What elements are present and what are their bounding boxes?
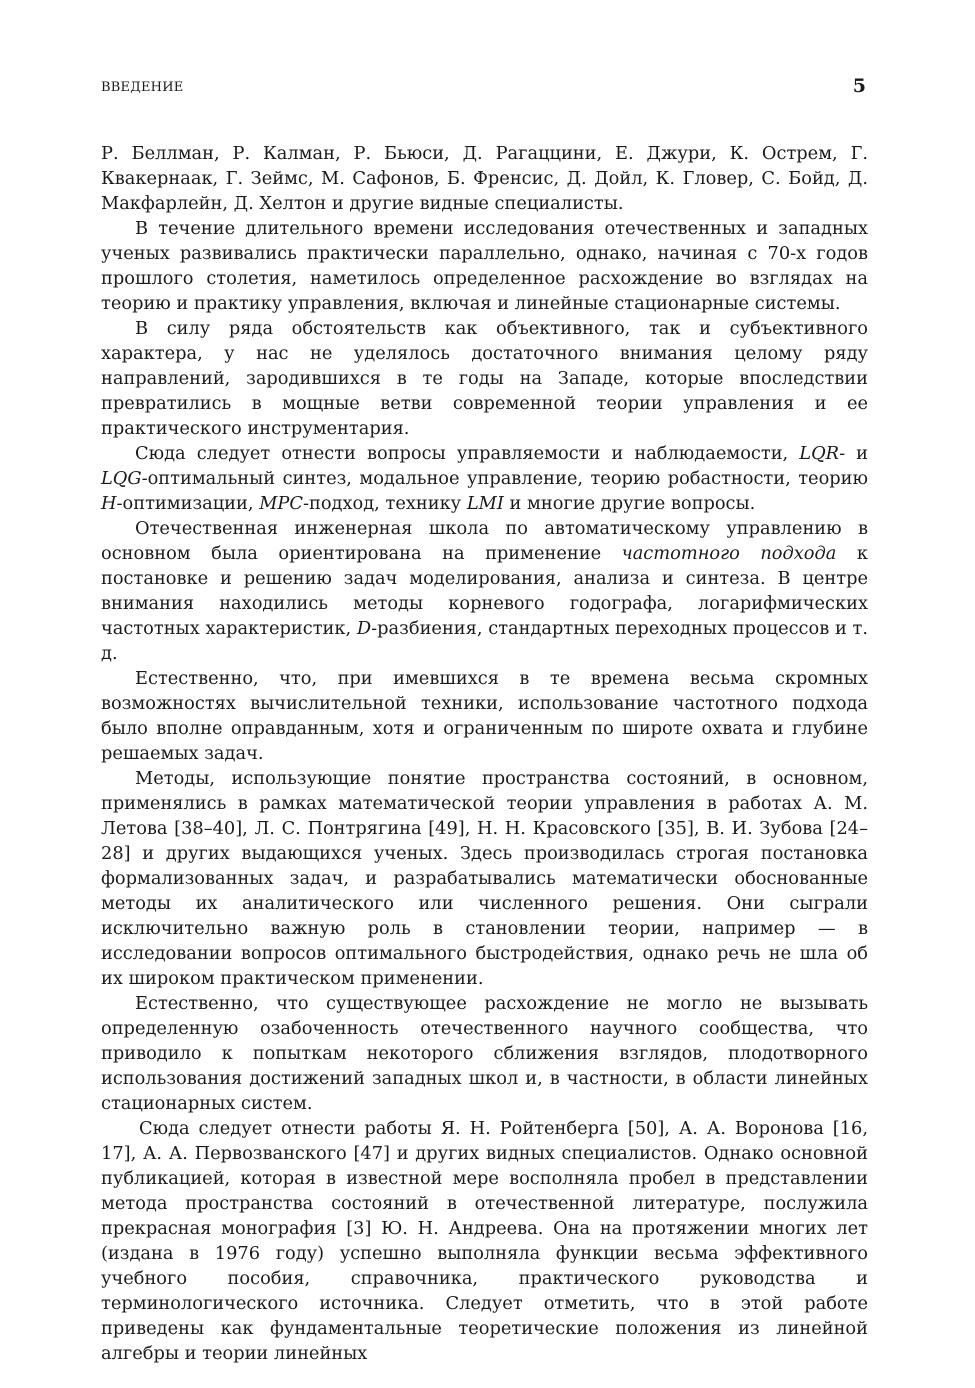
paragraph: [101, 766, 868, 991]
text-run: -оптимизации,: [116, 493, 260, 514]
italic-term: LQR: [799, 443, 840, 464]
paragraph: [101, 991, 868, 1116]
italic-term: частотного подхода: [621, 543, 837, 564]
text-run: -разбиения, стандартных переходных процессов и т. д.: [101, 618, 869, 664]
text-run: Сюда следует отнести вопросы управляемости и наблюдаемости,: [135, 443, 800, 464]
paragraph: [101, 666, 868, 766]
text-run: и многие другие вопросы.: [503, 493, 756, 514]
italic-term: D: [356, 618, 372, 639]
italic-term: LQG: [101, 468, 142, 489]
text-run: Сюда следует отнести работы Я. Н. Ройтенберга [50], А. А. Воронова [16, 17], А. А. Первозванского [47] и других видных специалистов. Однако основной публикацией, которая в известной мере восполняла пробел в представлении метода пространства состояний в отечественной литературе, послужила прекрасная монография [3] Ю. Н. Андреева. Она на протяжении многих лет (издана в 1976 году) успешно выполняла функции весьма эффективного учебного пособия, справочника, практического руководства и терминологического источника. Следует отметить, что в этой работе приведены как фундаментальные теоретические положения из линейной алгебры и теории линейных: [101, 1118, 868, 1364]
paragraph: [101, 316, 868, 441]
paragraph: [101, 216, 868, 316]
text-run: -подход, технику: [302, 493, 467, 514]
text-run: - и: [839, 443, 868, 464]
text-run: Естественно, что существующее расхождение не могло не вызывать определенную озабоченность отечественного научного сообщества, что приводило к попыткам некоторого сближения взглядов, плодотворного использования достижений западных школ и, в частности, в области линейных стационарных систем.: [101, 993, 868, 1114]
text-run: -оптимальный синтез, модальное управление, теорию робастности, теорию: [141, 468, 868, 489]
running-title: ВВЕДЕНИЕ: [101, 80, 184, 95]
text-run: В силу ряда обстоятельств как объективного, так и субъективного характера, у нас не уделялось достаточного внимания целому ряду направлений, зародившихся в те годы на Западе, которые впоследствии превратились в мощные ветви современной теории управления и ее практического инструментария.: [101, 318, 868, 439]
paragraph: [101, 141, 868, 216]
italic-term: LMI: [466, 493, 504, 514]
text-run: Р. Беллман, Р. Калман, Р. Бьюси, Д. Рагаццини, Е. Джури, К. Острем, Г. Квакернаак, Г. Зеймс, М. Сафонов, Б. Френсис, Д. Дойл, К. Гловер, С. Бойд, Д. Макфарлейн, Д. Хелтон и другие видные специалисты.: [101, 143, 868, 214]
italic-term: MPC: [259, 493, 303, 514]
paragraph: [101, 1116, 868, 1366]
text-run: Методы, использующие понятие пространства состояний, в основном, применялись в рамках математической теории управления в работах А. М. Летова [38–40], Л. С. Понтрягина [49], Н. Н. Красовского [35], В. И. Зубова [24–28] и других выдающихся ученых. Здесь производилась строгая постановка формализованных задач, и разрабатывались математически обоснованные методы их аналитического или численного решения. Они сыграли исключительно важную роль в становлении теории, например — в исследовании вопросов оптимального быстродействия, однако речь не шла об их широком практическом применении.: [101, 768, 868, 989]
page-number: 5: [852, 75, 866, 97]
paragraph: [101, 441, 868, 516]
italic-term: H: [101, 493, 117, 514]
body-text: [101, 141, 868, 1366]
paragraph: [101, 516, 868, 666]
text-run: к постановке и решению задач моделирования, анализа и синтеза. В центре внимания находились методы корневого годографа, логарифмических частотных характеристик,: [101, 543, 868, 639]
text-run: Естественно, что, при имевшихся в те времена весьма скромных возможностях вычислительной техники, использование частотного подхода было вполне оправданным, хотя и ограниченным по широте охвата и глубине решаемых задач.: [101, 668, 868, 764]
text-run: В течение длительного времени исследования отечественных и западных ученых развивались практически параллельно, однако, начиная с 70-х годов прошлого столетия, наметилось определенное расхождение во взглядах на теорию и практику управления, включая и линейные стационарные системы.: [101, 218, 868, 314]
text-run: Отечественная инженерная школа по автоматическому управлению в основном была ориентирована на применение: [101, 518, 868, 564]
